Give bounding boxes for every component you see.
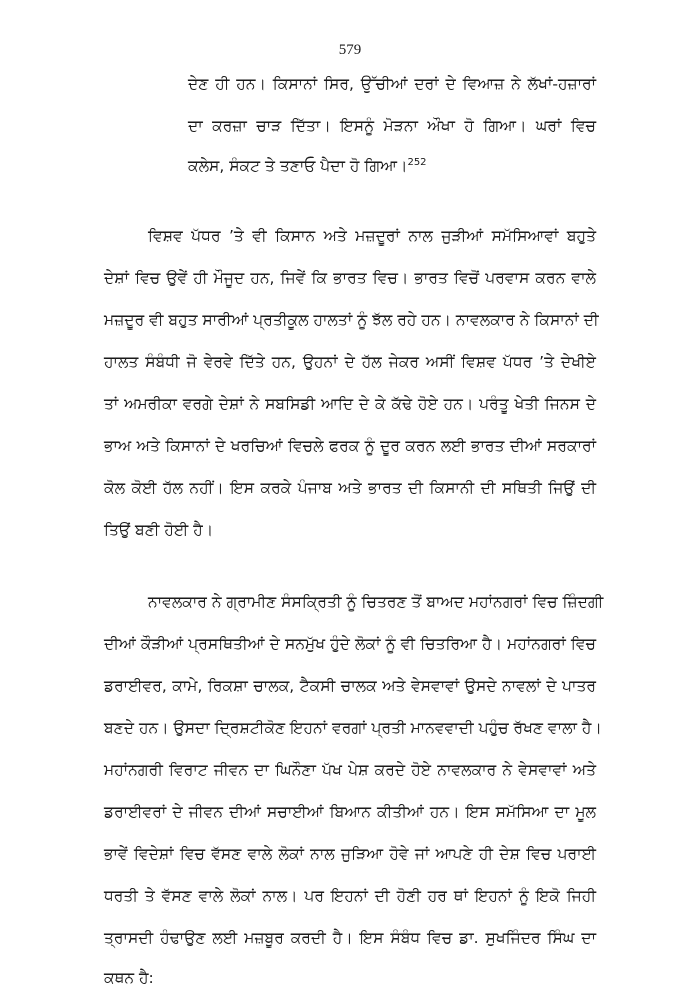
footnote-reference: 252 [407,156,427,168]
paragraph-line: ਵਿਸ਼ਵ ਪੱਧਰ ’ਤੇ ਵੀ ਕਿਸਾਨ ਅਤੇ ਮਜ਼ਦੂਰਾਂ ਨਾਲ ਜੁੜੀਆਂ ਸਮੱਸਿਆਵਾਂ ਬਹੁਤੇ [148,227,596,245]
paragraph-line: ਮਹਾਂਨਗਰੀ ਵਿਰਾਟ ਜੀਵਨ ਦਾ ਘਿਨੌਣਾ ਪੱਖ ਪੇਸ਼ ਕਰਦੇ ਹੋਏ ਨਾਵਲਕਾਰ ਨੇ ਵੇਸਵਾਵਾਂ ਅਤੇ [104,761,596,779]
paragraph-line: ਭਾਅ ਅਤੇ ਕਿਸਾਨਾਂ ਦੇ ਖਰਚਿਆਂ ਵਿਚਲੇ ਫਰਕ ਨੂੰ ਦੂਰ ਕਰਨ ਲਈ ਭਾਰਤ ਦੀਆਂ ਸਰਕਾਰਾਂ [104,437,596,455]
paragraph-line: ਡਰਾਈਵਰਾਂ ਦੇ ਜੀਵਨ ਦੀਆਂ ਸਚਾਈਆਂ ਬਿਆਨ ਕੀਤੀਆਂ ਹਨ। ਇਸ ਸਮੱਸਿਆ ਦਾ ਮੂਲ [104,803,596,821]
quote-line-last [188,156,596,176]
quote-line: ਦੇਣ ਹੀ ਹਨ। ਕਿਸਾਨਾਂ ਸਿਰ, ਉੱਚੀਆਂ ਦਰਾਂ ਦੇ ਵਿਆਜ਼ ਨੇ ਲੱਖਾਂ-ਹਜ਼ਾਰਾਂ [188,75,596,93]
quote-line-text: ਕਲੇਸ, ਸੰਕਟ ਤੇ ਤਣਾਓ ਪੈਦਾ ਹੋ ਗਿਆ। [188,157,408,175]
paragraph-line: ਮਜ਼ਦੂਰ ਵੀ ਬਹੁਤ ਸਾਰੀਆਂ ਪ੍ਰਤੀਕੂਲ ਹਾਲਤਾਂ ਨੂੰ ਝੱਲ ਰਹੇ ਹਨ। ਨਾਵਲਕਾਰ ਨੇ ਕਿਸਾਨਾਂ ਦੀ [104,311,599,329]
paragraph-line: ਤ੍ਰਾਸਦੀ ਹੰਢਾਉਣ ਲਈ ਮਜ਼ਬੂਰ ਕਰਦੀ ਹੈ। ਇਸ ਸੰਬੰਧ ਵਿਚ ਡਾ. ਸੁਖਜਿੰਦਰ ਸਿੰਘ ਦਾ [104,929,596,947]
paragraph-line: ਤਿਉਂ ਬਣੀ ਹੋਈ ਹੈ। [104,521,214,539]
page-number: 579 [338,42,362,58]
paragraph-line: ਡਰਾਈਵਰ, ਕਾਮੇ, ਰਿਕਸ਼ਾ ਚਾਲਕ, ਟੈਕਸੀ ਚਾਲਕ ਅਤੇ ਵੇਸਵਾਵਾਂ ਉਸਦੇ ਨਾਵਲਾਂ ਦੇ ਪਾਤਰ [104,677,596,695]
paragraph-line: ਧਰਤੀ ਤੇ ਵੱਸਣ ਵਾਲੇ ਲੋਕਾਂ ਨਾਲ। ਪਰ ਇਹਨਾਂ ਦੀ ਹੋਣੀ ਹਰ ਥਾਂ ਇਹਨਾਂ ਨੂੰ ਇਕੋ ਜਿਹੀ [104,887,596,905]
paragraph-line: ਬਣਦੇ ਹਨ। ਉਸਦਾ ਦ੍ਰਿਸ਼ਟੀਕੋਣ ਇਹਨਾਂ ਵਰਗਾਂ ਪ੍ਰਤੀ ਮਾਨਵਵਾਦੀ ਪਹੁੰਚ ਰੱਖਣ ਵਾਲਾ ਹੈ। [104,719,602,737]
paragraph-line: ਭਾਵੇਂ ਵਿਦੇਸ਼ਾਂ ਵਿਚ ਵੱਸਣ ਵਾਲੇ ਲੋਕਾਂ ਨਾਲ ਜੁੜਿਆ ਹੋਵੇ ਜਾਂ ਆਪਣੇ ਹੀ ਦੇਸ਼ ਵਿਚ ਪਰਾਈ [104,845,596,863]
paragraph-line: ਦੇਸ਼ਾਂ ਵਿਚ ਉਵੇਂ ਹੀ ਮੌਜੂਦ ਹਨ, ਜਿਵੇਂ ਕਿ ਭਾਰਤ ਵਿਚ। ਭਾਰਤ ਵਿਚੋਂ ਪਰਵਾਸ ਕਰਨ ਵਾਲੇ [104,269,596,287]
paragraph-line: ਤਾਂ ਅਮਰੀਕਾ ਵਰਗੇ ਦੇਸ਼ਾਂ ਨੇ ਸਬਸਿਡੀ ਆਦਿ ਦੇ ਕੇ ਕੱਢੇ ਹੋਏ ਹਨ। ਪਰੰਤੂ ਖੇਤੀ ਜਿਨਸ ਦੇ [104,395,596,413]
paragraph-line: ਕਥਨ ਹੈ: [104,969,154,987]
paragraph-line: ਦੀਆਂ ਕੌੜੀਆਂ ਪ੍ਰਸਥਿਤੀਆਂ ਦੇ ਸਨਮੁੱਖ ਹੁੰਦੇ ਲੋਕਾਂ ਨੂੰ ਵੀ ਚਿਤਰਿਆ ਹੈ। ਮਹਾਂਨਗਰਾਂ ਵਿਚ [104,635,596,653]
paragraph-line: ਨਾਵਲਕਾਰ ਨੇ ਗ੍ਰਾਮੀਣ ਸੰਸਕ੍ਰਿਤੀ ਨੂੰ ਚਿਤਰਣ ਤੋਂ ਬਾਅਦ ਮਹਾਂਨਗਰਾਂ ਵਿਚ ਜ਼ਿੰਦਗੀ [148,593,604,611]
paragraph-line: ਹਾਲਤ ਸੰਬੰਧੀ ਜੋ ਵੇਰਵੇ ਦਿੱਤੇ ਹਨ, ਉਹਨਾਂ ਦੇ ਹੱਲ ਜੇਕਰ ਅਸੀਂ ਵਿਸ਼ਵ ਪੱਧਰ ’ਤੇ ਦੇਖੀਏ [104,353,596,371]
quote-line: ਦਾ ਕਰਜ਼ਾ ਚਾੜ ਦਿੱਤਾ। ਇਸਨੂੰ ਮੋੜਨਾ ਔਖਾ ਹੋ ਗਿਆ। ਘਰਾਂ ਵਿਚ [188,117,596,135]
paragraph-line: ਕੋਲ ਕੋਈ ਹੱਲ ਨਹੀਂ। ਇਸ ਕਰਕੇ ਪੰਜਾਬ ਅਤੇ ਭਾਰਤ ਦੀ ਕਿਸਾਨੀ ਦੀ ਸਥਿਤੀ ਜਿਉਂ ਦੀ [104,479,596,497]
